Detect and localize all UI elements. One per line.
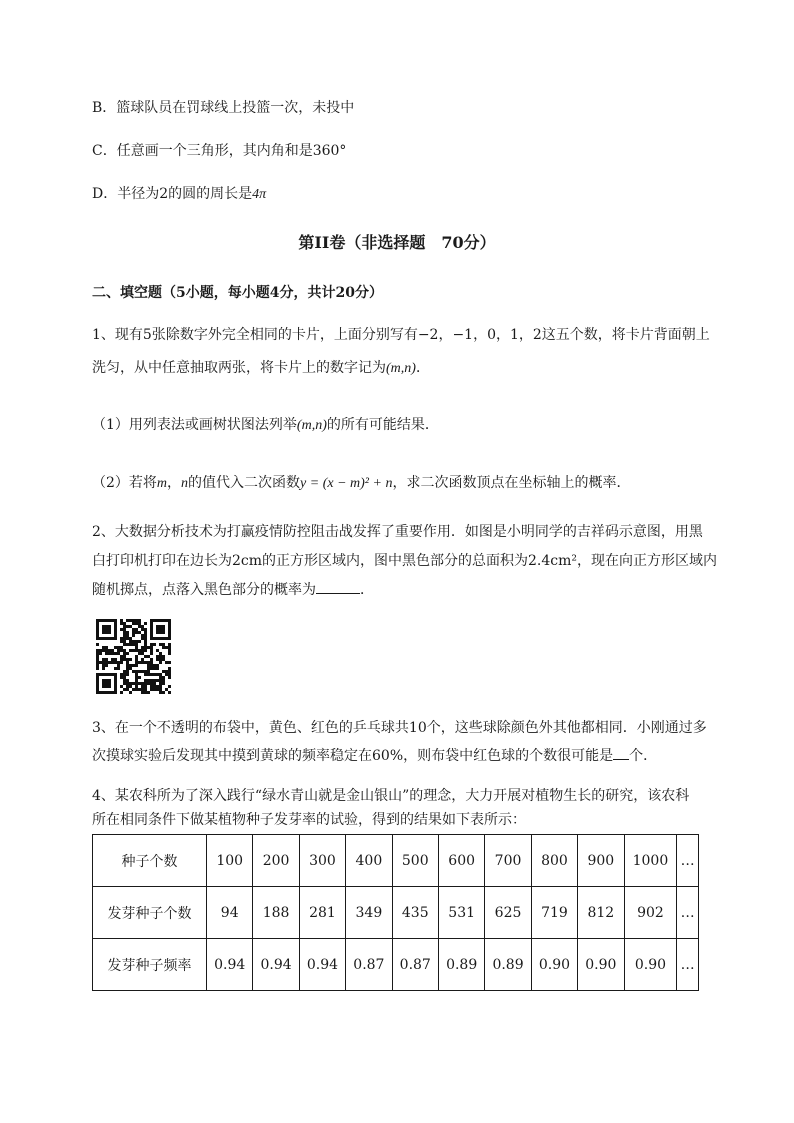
table-cell: 625 [485, 887, 531, 939]
row-header: 发芽种子频率 [93, 939, 207, 991]
table-cell: 435 [392, 887, 438, 939]
q4-line1: 4、某农科所为了深入践行“绿水青山就是金山银山”的理念，大力开展对植物生长的研究，该农科 [92, 788, 690, 804]
option-d [92, 184, 266, 205]
option-d-text: D．半径为2的圆的周长是 [92, 186, 253, 202]
q3-line2 [92, 745, 657, 766]
table-cell: 300 [299, 835, 345, 887]
table-row [93, 835, 699, 887]
part2-heading: 二、填空题（5小题，每小题4分，共计20分） [92, 285, 383, 301]
table-cell: 0.94 [207, 939, 253, 991]
table-cell: 0.90 [624, 939, 677, 991]
q1-sub2 [92, 473, 630, 494]
table-cell: 94 [207, 887, 253, 939]
table-cell: 531 [438, 887, 484, 939]
q1-sub2-end: ，求二次函数顶点在坐标轴上的概率． [392, 475, 631, 491]
q4-line2: 所在相同条件下做某植物种子发芽率的试验，得到的结果如下表所示： [92, 812, 526, 828]
q1-sub2-text: （2）若将 [92, 475, 157, 491]
table-cell: … [677, 887, 699, 939]
q1-sub2-sep: ， [167, 475, 182, 491]
q1-sub2-m: m [156, 476, 168, 491]
q2-line3-text: 随机掷点，点落入黑色部分的概率为 [92, 582, 316, 598]
q2-line3-end: ． [360, 582, 374, 598]
table-cell: 188 [253, 887, 299, 939]
row-header: 种子个数 [93, 835, 207, 887]
q1-sub1-text: （1）用列表法或画树状图法列举 [92, 417, 297, 433]
q1-line2 [92, 358, 430, 379]
table-cell: 719 [531, 887, 577, 939]
table-cell: 0.89 [485, 939, 531, 991]
table-cell: 600 [438, 835, 484, 887]
q1-sub1 [92, 415, 439, 436]
table-cell: 700 [485, 835, 531, 887]
table-cell: 0.87 [392, 939, 438, 991]
table-cell: 900 [578, 835, 624, 887]
answer-blank [316, 579, 360, 594]
table-cell: 902 [624, 887, 677, 939]
table-cell: 0.87 [346, 939, 392, 991]
table-cell: 0.94 [253, 939, 299, 991]
q3-line2-end: 个． [629, 748, 658, 764]
q1-sub2-mid: 的值代入二次函数 [188, 475, 301, 491]
answer-blank [613, 745, 629, 760]
q1-sub1-math: (m,n) [296, 418, 327, 433]
option-b: B．篮球队员在罚球线上投篮一次，未投中 [92, 100, 355, 116]
table-cell: 100 [207, 835, 253, 887]
q1-line2-text: 洗匀，从中任意抽取两张，将卡片上的数字记为 [92, 360, 386, 376]
table-cell: 812 [578, 887, 624, 939]
table-cell: 0.90 [578, 939, 624, 991]
table-cell: 0.90 [531, 939, 577, 991]
q1-line1: 1、现有5张除数字外完全相同的卡片，上面分别写有−2，−1，0，1，2这五个数，将卡片背面朝上 [92, 327, 710, 343]
q3-line2-text: 次摸球实验后发现其中摸到黄球的频率稳定在60%，则布袋中红色球的个数很可能是 [92, 748, 614, 764]
table-cell: 281 [299, 887, 345, 939]
table-cell: 349 [346, 887, 392, 939]
q2-line1: 2、大数据分析技术为打赢疫情防控阻击战发挥了重要作用．如图是小明同学的吉祥码示意图，用黑 [92, 524, 703, 540]
table-body [93, 835, 699, 991]
q1-line2-end: ． [415, 360, 430, 376]
q2-line2: 白打印机打印在边长为2cm的正方形区域内，图中黑色部分的总面积为2.4cm²，现在向正方形区域内 [92, 553, 718, 569]
table-cell: … [677, 835, 699, 887]
section-title: 第II卷（非选择题 70分） [298, 233, 496, 252]
table-row [93, 887, 699, 939]
q2-line3 [92, 579, 374, 600]
table-row [93, 939, 699, 991]
q1-sub2-n: n [181, 476, 189, 491]
table-cell: 200 [253, 835, 299, 887]
table-cell: 1000 [624, 835, 677, 887]
table-cell: … [677, 939, 699, 991]
qr-code-image [96, 619, 171, 694]
seed-germination-table [92, 834, 699, 991]
q1-line2-math: (m,n) [386, 361, 416, 376]
q1-sub1-end: 的所有可能结果． [326, 417, 439, 433]
q3-line1: 3、在一个不透明的布袋中，黄色、红色的乒乓球共10个，这些球除颜色外其他都相同．小刚通过多 [92, 720, 707, 736]
table-cell: 800 [531, 835, 577, 887]
table-cell: 0.89 [438, 939, 484, 991]
q1-sub2-function: y = (x − m)² + n [300, 476, 393, 491]
table-cell: 500 [392, 835, 438, 887]
table-cell: 400 [346, 835, 392, 887]
table-cell: 0.94 [299, 939, 345, 991]
row-header: 发芽种子个数 [93, 887, 207, 939]
option-d-math: 4π [252, 187, 267, 202]
option-c: C．任意画一个三角形，其内角和是360° [92, 143, 347, 159]
